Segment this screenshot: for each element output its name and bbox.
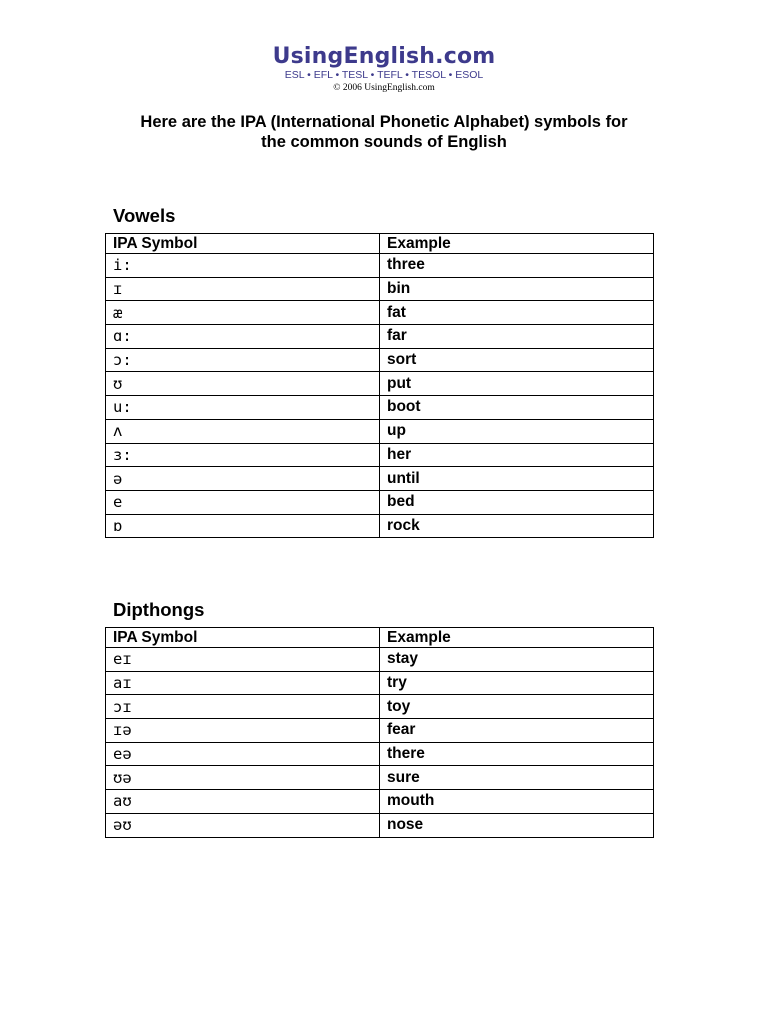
- intro-line-1: Here are the IPA (International Phonetic Alphabet) symbols for: [140, 113, 628, 131]
- table-row: [106, 813, 654, 837]
- example-word-cell: up: [380, 419, 654, 443]
- table-row: [106, 301, 654, 325]
- table-row: [106, 348, 654, 372]
- example-word-cell: sure: [380, 766, 654, 790]
- copyright-notice: © 2006 UsingEnglish.com: [333, 83, 435, 93]
- ipa-symbol-cell: aɪ: [106, 671, 380, 695]
- column-header-example: Example: [380, 234, 654, 254]
- example-word-cell: try: [380, 671, 654, 695]
- example-word-cell: toy: [380, 695, 654, 719]
- site-header: [0, 44, 768, 94]
- example-word-cell: fat: [380, 301, 654, 325]
- ipa-symbol-cell: aʊ: [106, 790, 380, 814]
- dipthongs-section-title: Dipthongs: [113, 599, 205, 620]
- example-word-cell: until: [380, 467, 654, 491]
- table-row: [106, 514, 654, 538]
- table-row: [106, 467, 654, 491]
- ipa-symbol-cell: ʌ: [106, 419, 380, 443]
- ipa-symbol-cell: ɔɪ: [106, 695, 380, 719]
- table-row: [106, 766, 654, 790]
- intro-line-2: the common sounds of English: [261, 133, 507, 151]
- table-row: [106, 695, 654, 719]
- table-row: [106, 671, 654, 695]
- ipa-symbol-cell: ʊə: [106, 766, 380, 790]
- table-row: [106, 254, 654, 278]
- vowels-table: [105, 233, 654, 538]
- intro-heading: [100, 112, 668, 152]
- example-word-cell: far: [380, 325, 654, 349]
- ipa-symbol-cell: eɪ: [106, 648, 380, 672]
- ipa-symbol-cell: ɑ:: [106, 325, 380, 349]
- example-word-cell: three: [380, 254, 654, 278]
- ipa-symbol-cell: ɪ: [106, 277, 380, 301]
- ipa-symbol-cell: əʊ: [106, 813, 380, 837]
- table-row: [106, 742, 654, 766]
- column-header-ipa-symbol: IPA Symbol: [106, 234, 380, 254]
- example-word-cell: bin: [380, 277, 654, 301]
- table-row: [106, 396, 654, 420]
- dipthongs-table: [105, 627, 654, 838]
- table-row: [106, 648, 654, 672]
- table-row: [106, 490, 654, 514]
- ipa-symbol-cell: e: [106, 490, 380, 514]
- example-word-cell: nose: [380, 813, 654, 837]
- column-header-example: Example: [380, 628, 654, 648]
- table-header-row: [106, 234, 654, 254]
- example-word-cell: her: [380, 443, 654, 467]
- ipa-symbol-cell: ʊ: [106, 372, 380, 396]
- example-word-cell: stay: [380, 648, 654, 672]
- ipa-symbol-cell: i:: [106, 254, 380, 278]
- example-word-cell: fear: [380, 719, 654, 743]
- vowels-section-title: Vowels: [113, 205, 176, 226]
- example-word-cell: there: [380, 742, 654, 766]
- example-word-cell: bed: [380, 490, 654, 514]
- ipa-symbol-cell: æ: [106, 301, 380, 325]
- table-header-row: [106, 628, 654, 648]
- ipa-symbol-cell: ə: [106, 467, 380, 491]
- ipa-symbol-cell: ɪə: [106, 719, 380, 743]
- ipa-symbol-cell: ɒ: [106, 514, 380, 538]
- example-word-cell: sort: [380, 348, 654, 372]
- column-header-ipa-symbol: IPA Symbol: [106, 628, 380, 648]
- table-row: [106, 372, 654, 396]
- table-row: [106, 719, 654, 743]
- table-row: [106, 790, 654, 814]
- example-word-cell: put: [380, 372, 654, 396]
- ipa-symbol-cell: u:: [106, 396, 380, 420]
- site-logo: UsingEnglish.com: [272, 44, 496, 69]
- ipa-symbol-cell: ɔ:: [106, 348, 380, 372]
- example-word-cell: mouth: [380, 790, 654, 814]
- table-row: [106, 277, 654, 301]
- table-row: [106, 419, 654, 443]
- logo-tagline: ESL • EFL • TESL • TEFL • TESOL • ESOL: [284, 69, 484, 81]
- example-word-cell: rock: [380, 514, 654, 538]
- example-word-cell: boot: [380, 396, 654, 420]
- ipa-symbol-cell: eə: [106, 742, 380, 766]
- ipa-symbol-cell: ɜ:: [106, 443, 380, 467]
- table-row: [106, 325, 654, 349]
- table-row: [106, 443, 654, 467]
